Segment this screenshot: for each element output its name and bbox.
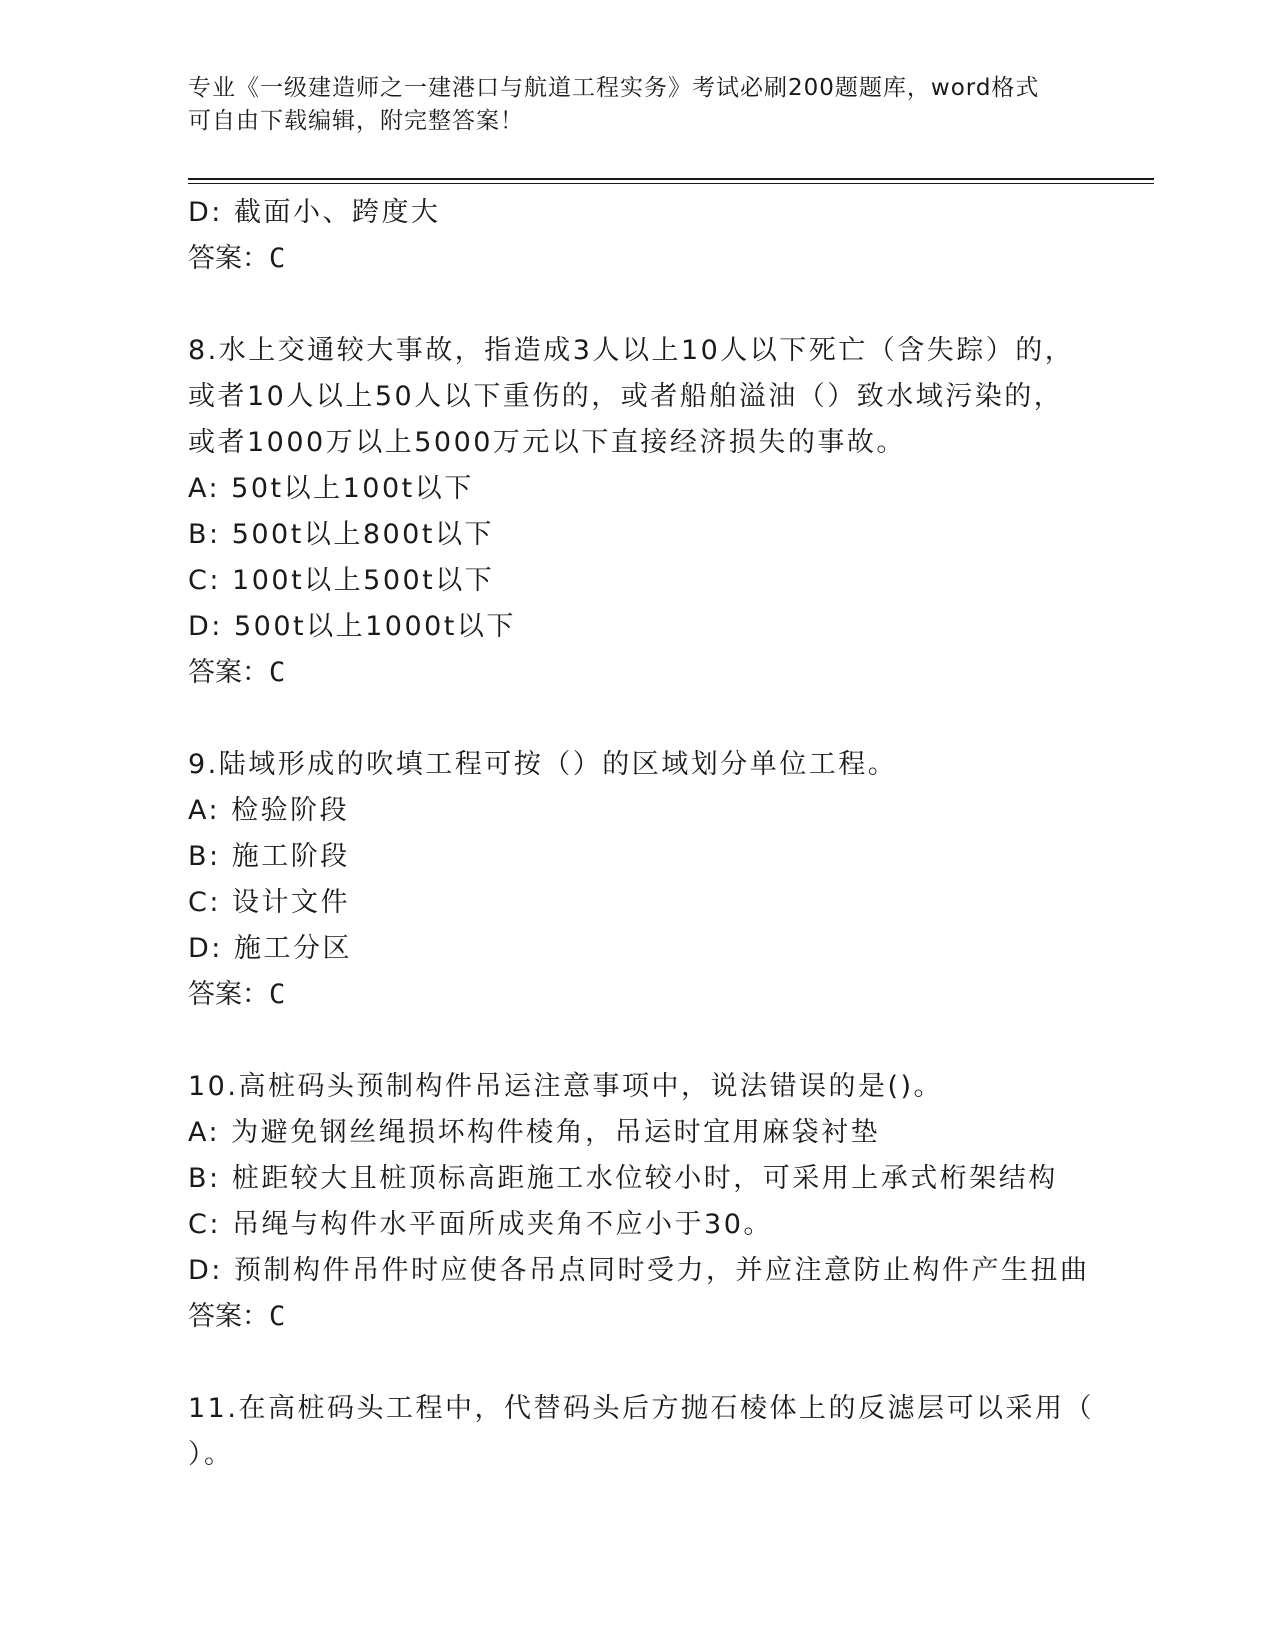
document-header [188,72,1088,138]
question-9 [188,742,1148,1018]
option-a: A: 为避免钢丝绳损坏构件棱角，吊运时宜用麻袋衬垫 [188,1117,881,1148]
question-stem: 或者1000万以上5000万元以下直接经济损失的事故。 [188,427,906,458]
question-stem: 或者10人以上50人以下重伤的，或者船舶溢油（）致水域污染的， [188,381,1064,412]
option-a: A: 检验阶段 [188,795,350,826]
question-10 [188,1064,1148,1340]
question-stem: 8.水上交通较大事故，指造成3人以上10人以下死亡（含失踪）的， [188,335,1075,366]
header-line-2: 可自由下载编辑，附完整答案！ [188,108,524,134]
answer-line: 答案：C [188,657,286,688]
option-b: B: 桩距较大且桩顶标高距施工水位较小时，可采用上承式桁架结构 [188,1163,1058,1194]
answer-line: 答案：C [188,979,286,1010]
option-d: D: 500t以上1000t以下 [188,611,516,642]
question-7-tail [188,190,1148,282]
option-d: D: 截面小、跨度大 [188,197,441,228]
option-a: A: 50t以上100t以下 [188,473,474,504]
option-b: B: 500t以上800t以下 [188,519,494,550]
question-stem: 11.在高桩码头工程中，代替码头后方抛石棱体上的反滤层可以采用（ [188,1393,1094,1424]
spacer [188,1340,1148,1386]
header-divider-thick [188,178,1154,180]
question-11 [188,1386,1148,1478]
answer-line: 答案：C [188,243,286,274]
question-stem: 9.陆域形成的吹填工程可按（）的区域划分单位工程。 [188,749,898,780]
spacer [188,1018,1148,1064]
option-c: C: 100t以上500t以下 [188,565,495,596]
option-d: D: 预制构件吊件时应使各吊点同时受力，并应注意防止构件产生扭曲 [188,1255,1090,1286]
question-stem: ）。 [188,1439,234,1470]
option-c: C: 设计文件 [188,887,351,918]
spacer [188,696,1148,742]
option-b: B: 施工阶段 [188,841,350,872]
question-8 [188,328,1148,696]
header-line-1: 专业《一级建造师之一建港口与航道工程实务》考试必刷200题题库，word格式 [188,75,1040,101]
spacer [188,282,1148,328]
option-d: D: 施工分区 [188,933,352,964]
answer-line: 答案：C [188,1301,286,1332]
question-stem: 10.高桩码头预制构件吊运注意事项中，说法错误的是()。 [188,1071,944,1102]
option-c: C: 吊绳与构件水平面所成夹角不应小于30。 [188,1209,773,1240]
question-list [188,190,1148,1478]
header-divider-thin [188,183,1154,184]
